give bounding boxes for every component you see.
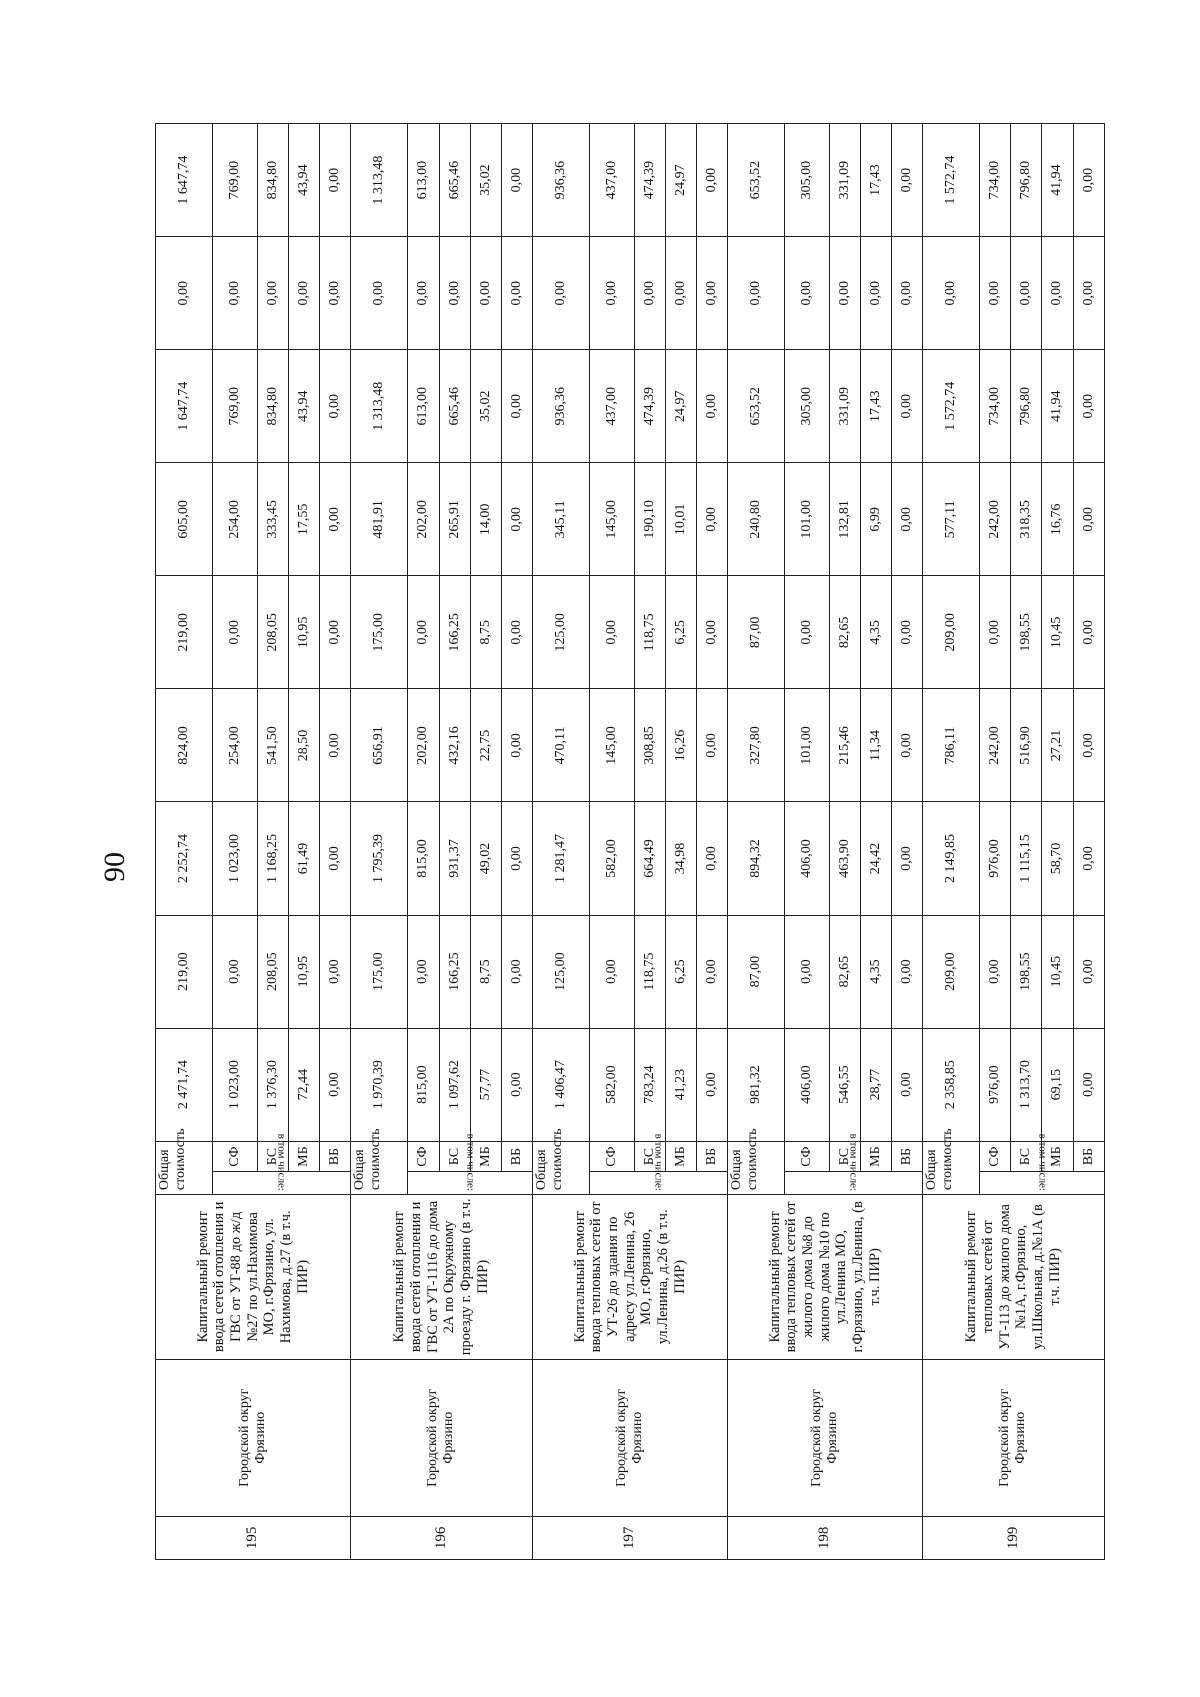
value-cell: 0,00 (696, 124, 727, 237)
value-cell: 8,75 (470, 915, 501, 1028)
value-cell: 0,00 (634, 237, 665, 350)
value-cell: 11,34 (860, 689, 891, 802)
value-cell: 69,15 (1042, 1028, 1073, 1141)
value-cell: 101,00 (785, 689, 829, 802)
value-cell: 22,75 (470, 689, 501, 802)
value-cell: 82,65 (829, 915, 860, 1028)
value-cell: 0,00 (1042, 237, 1073, 350)
total-cost-label: Общая стоимость (922, 1141, 979, 1194)
total-value-cell: 2 149,85 (922, 802, 979, 915)
value-cell: 0,00 (319, 689, 350, 802)
funding-source-code: ВБ (1073, 1141, 1104, 1172)
value-cell: 1 023,00 (213, 802, 257, 915)
total-value-cell: 605,00 (156, 463, 213, 576)
value-cell: 8,75 (470, 576, 501, 689)
funding-source-code: БС (829, 1141, 860, 1172)
value-cell: 665,46 (439, 350, 470, 463)
value-cell: 0,00 (696, 350, 727, 463)
total-value-cell: 0,00 (532, 237, 589, 350)
value-cell: 815,00 (408, 802, 439, 915)
funding-source-code: БС (257, 1141, 288, 1172)
funding-source-code: ВБ (891, 1141, 922, 1172)
value-cell: 0,00 (501, 689, 532, 802)
value-cell: 0,00 (213, 576, 257, 689)
value-cell: 166,25 (439, 576, 470, 689)
municipality: Городской округ Фрязино (532, 1359, 727, 1516)
value-cell: 406,00 (785, 802, 829, 915)
total-value-cell: 0,00 (351, 237, 408, 350)
funding-source-code: МБ (860, 1141, 891, 1172)
total-value-cell: 1 313,48 (351, 124, 408, 237)
total-value-cell: 219,00 (156, 915, 213, 1028)
value-cell: 0,00 (891, 576, 922, 689)
total-value-cell: 1 281,47 (532, 802, 589, 915)
value-cell: 0,00 (408, 915, 439, 1028)
value-cell: 0,00 (501, 802, 532, 915)
value-cell: 734,00 (980, 350, 1011, 463)
value-cell: 0,00 (213, 915, 257, 1028)
value-cell: 0,00 (891, 350, 922, 463)
value-cell: 10,45 (1042, 915, 1073, 1028)
value-cell: 10,45 (1042, 576, 1073, 689)
municipality: Городской округ Фрязино (727, 1359, 922, 1516)
value-cell: 0,00 (501, 237, 532, 350)
value-cell: 16,26 (665, 689, 696, 802)
value-cell: 0,00 (501, 576, 532, 689)
value-cell: 769,00 (213, 124, 257, 237)
value-cell: 17,43 (860, 124, 891, 237)
value-cell: 132,81 (829, 463, 860, 576)
total-value-cell: 125,00 (532, 576, 589, 689)
value-cell: 0,00 (696, 576, 727, 689)
total-value-cell: 209,00 (922, 915, 979, 1028)
total-value-cell: 1 795,39 (351, 802, 408, 915)
value-cell: 0,00 (501, 915, 532, 1028)
project-number: 197 (532, 1516, 727, 1559)
funding-source-code: МБ (470, 1141, 501, 1172)
value-cell: 308,85 (634, 689, 665, 802)
value-cell: 0,00 (980, 915, 1011, 1028)
value-cell: 0,00 (1073, 463, 1104, 576)
value-cell: 0,00 (319, 350, 350, 463)
total-value-cell: 1 572,74 (922, 124, 979, 237)
including-label-text: в том числе: (276, 1133, 289, 1192)
total-value-cell: 936,36 (532, 350, 589, 463)
total-value-cell: 1 970,39 (351, 1028, 408, 1141)
value-cell: 0,00 (980, 576, 1011, 689)
value-cell: 57,77 (470, 1028, 501, 1141)
total-value-cell: 577,11 (922, 463, 979, 576)
value-cell: 406,00 (785, 1028, 829, 1141)
value-cell: 0,00 (696, 1028, 727, 1141)
total-value-cell: 1 572,74 (922, 350, 979, 463)
value-cell: 0,00 (785, 237, 829, 350)
total-value-cell: 1 647,74 (156, 124, 213, 237)
including-label-text: в том числе: (652, 1133, 665, 1192)
value-cell: 145,00 (590, 463, 634, 576)
value-cell: 437,00 (590, 350, 634, 463)
value-cell: 41,94 (1042, 350, 1073, 463)
value-cell: 118,75 (634, 576, 665, 689)
value-cell: 28,50 (288, 689, 319, 802)
value-cell: 0,00 (1073, 802, 1104, 915)
total-cost-label: Общая стоимость (727, 1141, 784, 1194)
value-cell: 6,25 (665, 576, 696, 689)
total-value-cell: 981,32 (727, 1028, 784, 1141)
project-number: 196 (351, 1516, 533, 1559)
value-cell: 0,00 (785, 576, 829, 689)
value-cell: 0,00 (319, 802, 350, 915)
total-value-cell: 786,11 (922, 689, 979, 802)
budget-table (155, 123, 1105, 1560)
value-cell: 0,00 (696, 802, 727, 915)
project-total-row (922, 124, 979, 1560)
total-value-cell: 653,52 (727, 124, 784, 237)
including-label-text: в том числе: (847, 1133, 860, 1192)
value-cell: 0,00 (696, 689, 727, 802)
value-cell: 43,94 (288, 350, 319, 463)
value-cell: 208,05 (257, 915, 288, 1028)
value-cell: 815,00 (408, 1028, 439, 1141)
value-cell: 4,35 (860, 576, 891, 689)
value-cell: 242,00 (980, 463, 1011, 576)
value-cell: 582,00 (590, 1028, 634, 1141)
total-value-cell: 87,00 (727, 576, 784, 689)
total-value-cell: 1 313,48 (351, 350, 408, 463)
value-cell: 474,39 (634, 124, 665, 237)
total-value-cell: 175,00 (351, 915, 408, 1028)
value-cell: 190,10 (634, 463, 665, 576)
value-cell: 796,80 (1011, 350, 1042, 463)
value-cell: 118,75 (634, 915, 665, 1028)
value-cell: 1 023,00 (213, 1028, 257, 1141)
value-cell: 0,00 (501, 350, 532, 463)
value-cell: 0,00 (288, 237, 319, 350)
total-value-cell: 87,00 (727, 915, 784, 1028)
value-cell: 0,00 (1073, 689, 1104, 802)
value-cell: 834,80 (257, 124, 288, 237)
value-cell: 0,00 (319, 576, 350, 689)
value-cell: 265,91 (439, 463, 470, 576)
funding-source-code: ВБ (501, 1141, 532, 1172)
value-cell: 34,98 (665, 802, 696, 915)
value-cell: 82,65 (829, 576, 860, 689)
value-cell: 254,00 (213, 689, 257, 802)
including-label-text: в том числе: (464, 1133, 477, 1192)
budget-table-container (155, 123, 1105, 1560)
funding-source-code: МБ (665, 1141, 696, 1172)
total-cost-label: Общая стоимость (156, 1141, 213, 1194)
value-cell: 61,49 (288, 802, 319, 915)
value-cell: 10,01 (665, 463, 696, 576)
value-cell: 0,00 (891, 1028, 922, 1141)
value-cell: 0,00 (860, 237, 891, 350)
value-cell: 202,00 (408, 689, 439, 802)
including-label-text: в том числе: (1036, 1133, 1049, 1192)
funding-source-code: СФ (213, 1141, 257, 1172)
value-cell: 0,00 (590, 237, 634, 350)
municipality: Городской округ Фрязино (351, 1359, 533, 1516)
value-cell: 14,00 (470, 463, 501, 576)
value-cell: 58,70 (1042, 802, 1073, 915)
value-cell: 198,55 (1011, 915, 1042, 1028)
value-cell: 541,50 (257, 689, 288, 802)
project-total-row (351, 124, 408, 1560)
value-cell: 613,00 (408, 350, 439, 463)
value-cell: 72,44 (288, 1028, 319, 1141)
value-cell: 35,02 (470, 350, 501, 463)
total-value-cell: 209,00 (922, 576, 979, 689)
value-cell: 0,00 (319, 1028, 350, 1141)
value-cell: 582,00 (590, 802, 634, 915)
value-cell: 0,00 (696, 463, 727, 576)
value-cell: 10,95 (288, 915, 319, 1028)
value-cell: 0,00 (319, 124, 350, 237)
value-cell: 24,97 (665, 124, 696, 237)
value-cell: 24,97 (665, 350, 696, 463)
value-cell: 215,46 (829, 689, 860, 802)
value-cell: 0,00 (891, 915, 922, 1028)
total-value-cell: 2 358,85 (922, 1028, 979, 1141)
value-cell: 16,76 (1042, 463, 1073, 576)
value-cell: 0,00 (891, 689, 922, 802)
value-cell: 331,09 (829, 350, 860, 463)
value-cell: 0,00 (891, 463, 922, 576)
total-value-cell: 656,91 (351, 689, 408, 802)
value-cell: 0,00 (1073, 1028, 1104, 1141)
value-cell: 432,16 (439, 689, 470, 802)
value-cell: 0,00 (319, 915, 350, 1028)
value-cell: 0,00 (590, 915, 634, 1028)
value-cell: 463,90 (829, 802, 860, 915)
value-cell: 665,46 (439, 124, 470, 237)
total-value-cell: 936,36 (532, 124, 589, 237)
value-cell: 0,00 (1073, 915, 1104, 1028)
value-cell: 0,00 (257, 237, 288, 350)
value-cell: 41,23 (665, 1028, 696, 1141)
funding-source-code: БС (439, 1141, 470, 1172)
value-cell: 734,00 (980, 124, 1011, 237)
value-cell: 305,00 (785, 124, 829, 237)
value-cell: 101,00 (785, 463, 829, 576)
value-cell: 516,90 (1011, 689, 1042, 802)
value-cell: 0,00 (1073, 124, 1104, 237)
value-cell: 166,25 (439, 915, 470, 1028)
funding-source-code: БС (634, 1141, 665, 1172)
value-cell: 0,00 (696, 237, 727, 350)
project-number: 199 (922, 1516, 1104, 1559)
funding-source-code: БС (1011, 1141, 1042, 1172)
value-cell: 437,00 (590, 124, 634, 237)
value-cell: 10,95 (288, 576, 319, 689)
value-cell: 0,00 (501, 1028, 532, 1141)
total-cost-label: Общая стоимость (351, 1141, 408, 1194)
value-cell: 6,99 (860, 463, 891, 576)
total-value-cell: 824,00 (156, 689, 213, 802)
value-cell: 6,25 (665, 915, 696, 1028)
funding-source-code: ВБ (696, 1141, 727, 1172)
total-value-cell: 481,91 (351, 463, 408, 576)
value-cell: 0,00 (319, 237, 350, 350)
value-cell: 17,55 (288, 463, 319, 576)
funding-source-code: СФ (785, 1141, 829, 1172)
total-value-cell: 219,00 (156, 576, 213, 689)
value-cell: 796,80 (1011, 124, 1042, 237)
total-value-cell: 0,00 (727, 237, 784, 350)
table-body (156, 124, 1105, 1560)
total-value-cell: 125,00 (532, 915, 589, 1028)
value-cell: 0,00 (470, 237, 501, 350)
value-cell: 145,00 (590, 689, 634, 802)
value-cell: 0,00 (501, 124, 532, 237)
value-cell: 0,00 (408, 237, 439, 350)
project-description: Капитальный ремонт тепловых сетей от УТ-113 до жилого дома №1А, г.Фрязино, ул.Школьная, д.№1А (в т.ч. ПИР) (922, 1195, 1104, 1359)
value-cell: 931,37 (439, 802, 470, 915)
value-cell: 0,00 (590, 576, 634, 689)
value-cell: 976,00 (980, 1028, 1011, 1141)
funding-source-code: СФ (408, 1141, 439, 1172)
value-cell: 17,43 (860, 350, 891, 463)
funding-source-code: СФ (590, 1141, 634, 1172)
value-cell: 0,00 (1073, 350, 1104, 463)
value-cell: 41,94 (1042, 124, 1073, 237)
value-cell: 0,00 (213, 237, 257, 350)
value-cell: 28,77 (860, 1028, 891, 1141)
value-cell: 0,00 (501, 463, 532, 576)
value-cell: 1 097,62 (439, 1028, 470, 1141)
total-value-cell: 1 406,47 (532, 1028, 589, 1141)
value-cell: 0,00 (785, 915, 829, 1028)
project-description: Капитальный ремонт ввода сетей отопления и ГВС от УТ-1116 до дома 2А по Окружному проезду г. Фрязино (в т.ч. ПИР) (351, 1195, 533, 1359)
total-value-cell: 175,00 (351, 576, 408, 689)
project-total-row (532, 124, 589, 1560)
project-number: 198 (727, 1516, 922, 1559)
funding-source-code: МБ (288, 1141, 319, 1172)
municipality: Городской округ Фрязино (922, 1359, 1104, 1516)
value-cell: 613,00 (408, 124, 439, 237)
value-cell: 1 313,70 (1011, 1028, 1042, 1141)
value-cell: 0,00 (439, 237, 470, 350)
value-cell: 43,94 (288, 124, 319, 237)
value-cell: 0,00 (1011, 237, 1042, 350)
value-cell: 546,55 (829, 1028, 860, 1141)
value-cell: 474,39 (634, 350, 665, 463)
project-number: 195 (156, 1516, 351, 1559)
total-cost-label: Общая стоимость (532, 1141, 589, 1194)
total-value-cell: 0,00 (156, 237, 213, 350)
value-cell: 331,09 (829, 124, 860, 237)
total-value-cell: 470,11 (532, 689, 589, 802)
total-value-cell: 240,80 (727, 463, 784, 576)
value-cell: 49,02 (470, 802, 501, 915)
value-cell: 0,00 (980, 237, 1011, 350)
value-cell: 0,00 (665, 237, 696, 350)
value-cell: 0,00 (891, 802, 922, 915)
project-total-row (156, 124, 213, 1560)
total-value-cell: 2 252,74 (156, 802, 213, 915)
value-cell: 27,21 (1042, 689, 1073, 802)
value-cell: 4,35 (860, 915, 891, 1028)
total-value-cell: 0,00 (922, 237, 979, 350)
value-cell: 35,02 (470, 124, 501, 237)
value-cell: 242,00 (980, 689, 1011, 802)
municipality: Городской округ Фрязино (156, 1359, 351, 1516)
value-cell: 208,05 (257, 576, 288, 689)
value-cell: 769,00 (213, 350, 257, 463)
funding-source-code: СФ (980, 1141, 1011, 1172)
value-cell: 0,00 (891, 237, 922, 350)
funding-source-code: ВБ (319, 1141, 350, 1172)
value-cell: 318,35 (1011, 463, 1042, 576)
total-value-cell: 345,11 (532, 463, 589, 576)
value-cell: 664,49 (634, 802, 665, 915)
value-cell: 305,00 (785, 350, 829, 463)
total-value-cell: 653,52 (727, 350, 784, 463)
funding-source-code: МБ (1042, 1141, 1073, 1172)
value-cell: 976,00 (980, 802, 1011, 915)
value-cell: 0,00 (891, 124, 922, 237)
value-cell: 783,24 (634, 1028, 665, 1141)
value-cell: 0,00 (1073, 237, 1104, 350)
value-cell: 0,00 (408, 576, 439, 689)
total-value-cell: 894,32 (727, 802, 784, 915)
value-cell: 0,00 (319, 463, 350, 576)
value-cell: 1 376,30 (257, 1028, 288, 1141)
page-number: 90 (98, 852, 131, 882)
total-value-cell: 2 471,74 (156, 1028, 213, 1141)
project-description: Капитальный ремонт ввода тепловых сетей от жилого дома №8 до жилого дома №10 по ул.Ленина МО, г.Фрязино, ул.Ленина, (в т.ч. ПИР) (727, 1195, 922, 1359)
value-cell: 254,00 (213, 463, 257, 576)
value-cell: 198,55 (1011, 576, 1042, 689)
value-cell: 0,00 (696, 915, 727, 1028)
value-cell: 0,00 (1073, 576, 1104, 689)
total-value-cell: 327,80 (727, 689, 784, 802)
value-cell: 1 115,15 (1011, 802, 1042, 915)
value-cell: 834,80 (257, 350, 288, 463)
value-cell: 0,00 (829, 237, 860, 350)
value-cell: 1 168,25 (257, 802, 288, 915)
project-total-row (727, 124, 784, 1560)
value-cell: 202,00 (408, 463, 439, 576)
total-value-cell: 1 647,74 (156, 350, 213, 463)
project-description: Капитальный ремонт ввода тепловых сетей от УТ-26 до здания по адресу ул.Ленина, 26 МО, г.Фрязино, ул.Ленина, д.26 (в т.ч. ПИР) (532, 1195, 727, 1359)
project-description: Капитальный ремонт ввода сетей отопления и ГВС от УТ-88 до ж/д №27 по ул.Нахимова МО, г.Фрязино, ул. Нахимова, д.27 (в т.ч. ПИР) (156, 1195, 351, 1359)
value-cell: 333,45 (257, 463, 288, 576)
value-cell: 24,42 (860, 802, 891, 915)
